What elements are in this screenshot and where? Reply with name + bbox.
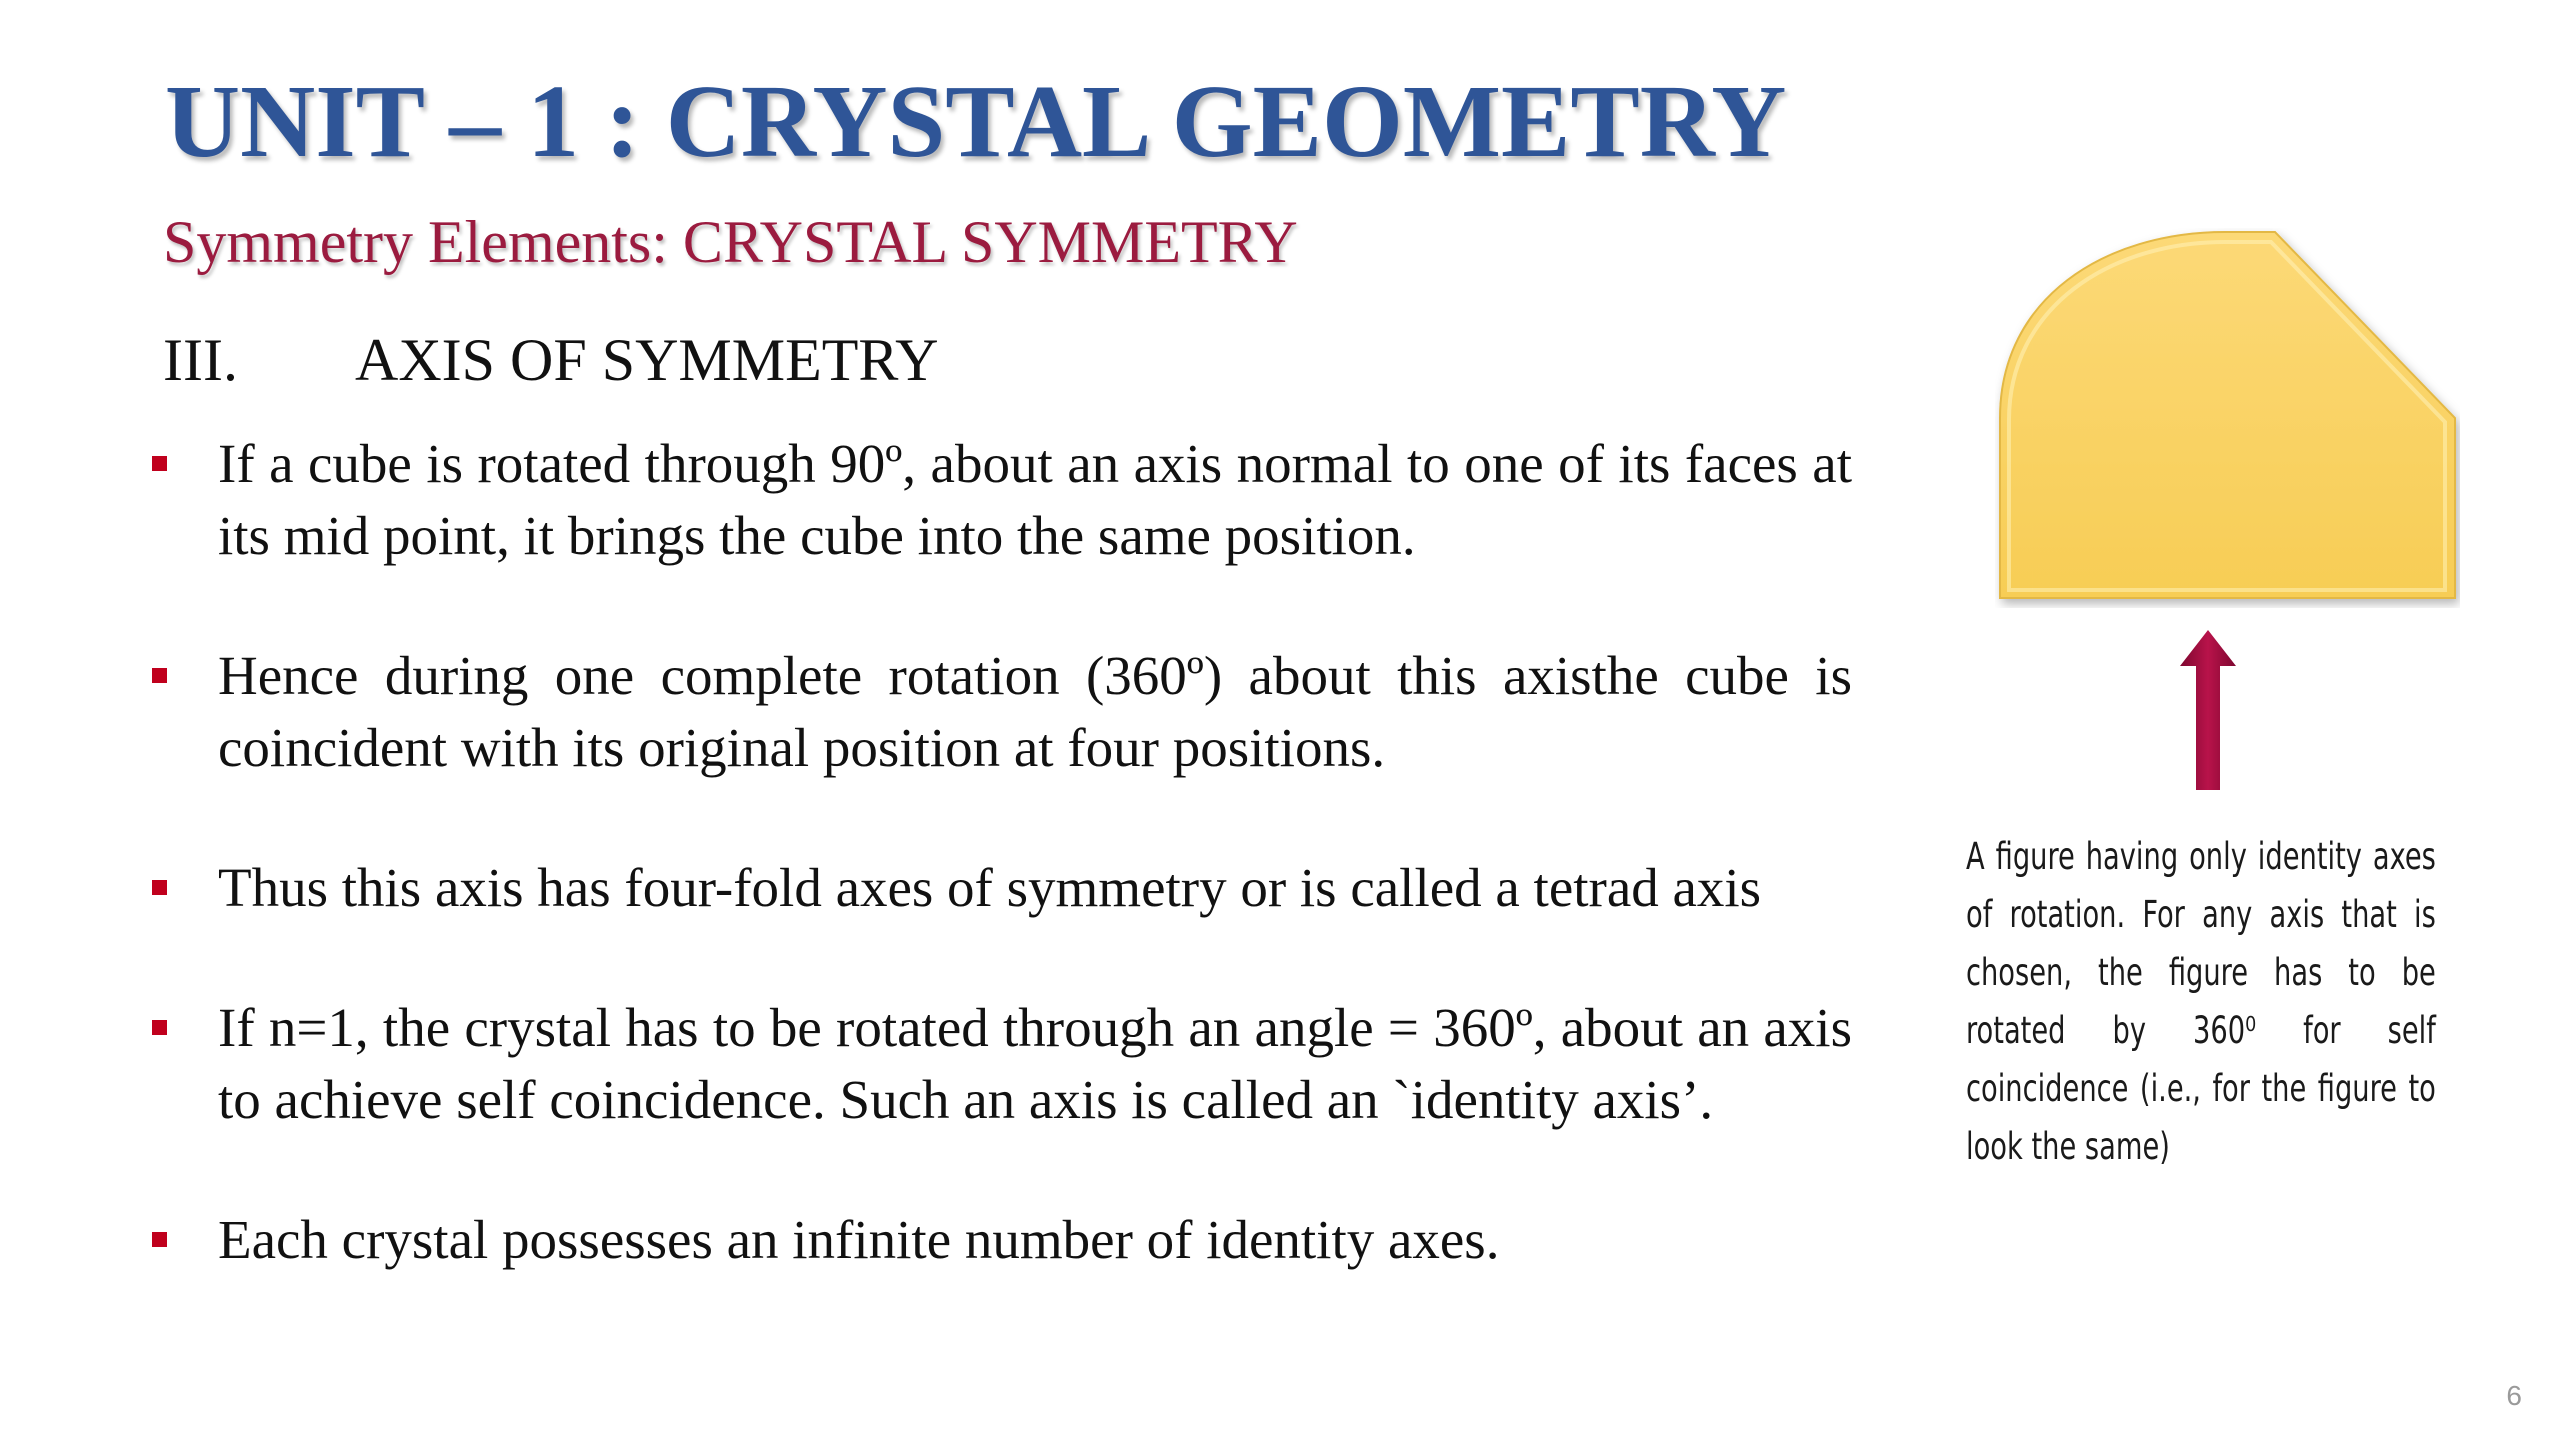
bullet-text: If a cube is rotated through 90º, about an axis normal to one of its faces at its mid point, it brings the cube into the same position. bbox=[218, 433, 1852, 566]
bullet-item bbox=[140, 852, 1852, 924]
bullet-item bbox=[140, 992, 1852, 1136]
slide-number: 6 bbox=[2506, 1380, 2522, 1411]
bullet-square-icon bbox=[152, 1020, 167, 1035]
section-number: III. bbox=[163, 327, 238, 393]
bullet-square-icon bbox=[152, 456, 167, 471]
section-title: AXIS OF SYMMETRY bbox=[355, 327, 939, 393]
bullet-item bbox=[140, 428, 1852, 572]
slide-title: UNIT – 1 : CRYSTAL GEOMETRY bbox=[165, 64, 1787, 179]
slide-subtitle: Symmetry Elements: CRYSTAL SYMMETRY bbox=[163, 209, 1298, 275]
bullet-list bbox=[140, 428, 1852, 1276]
irregular-shape-icon bbox=[1995, 228, 2460, 608]
bullet-text: Hence during one complete rotation (360º) about this axisthe cube is coincident with its original position at four positions. bbox=[218, 645, 1852, 778]
section-heading bbox=[163, 326, 938, 395]
bullet-item bbox=[140, 640, 1852, 784]
figure-caption: A figure having only identity axes of rotation. For any axis that is chosen, the figure has to be rotated by 360⁰ for self coincidence (i.e., for the figure to look the same) bbox=[1966, 835, 2436, 1168]
up-arrow-icon bbox=[2178, 628, 2238, 794]
bullet-square-icon bbox=[152, 880, 167, 895]
bullet-square-icon bbox=[152, 668, 167, 683]
bullet-text: If n=1, the crystal has to be rotated through an angle = 360º, about an axis to achieve self coincidence. Such an axis is called an `identity axis’. bbox=[218, 997, 1852, 1130]
bullet-square-icon bbox=[152, 1232, 167, 1247]
bullet-item bbox=[140, 1204, 1852, 1276]
bullet-text: Thus this axis has four-fold axes of symmetry or is called a tetrad axis bbox=[218, 857, 1762, 918]
bullet-text: Each crystal possesses an infinite number of identity axes. bbox=[218, 1209, 1500, 1270]
